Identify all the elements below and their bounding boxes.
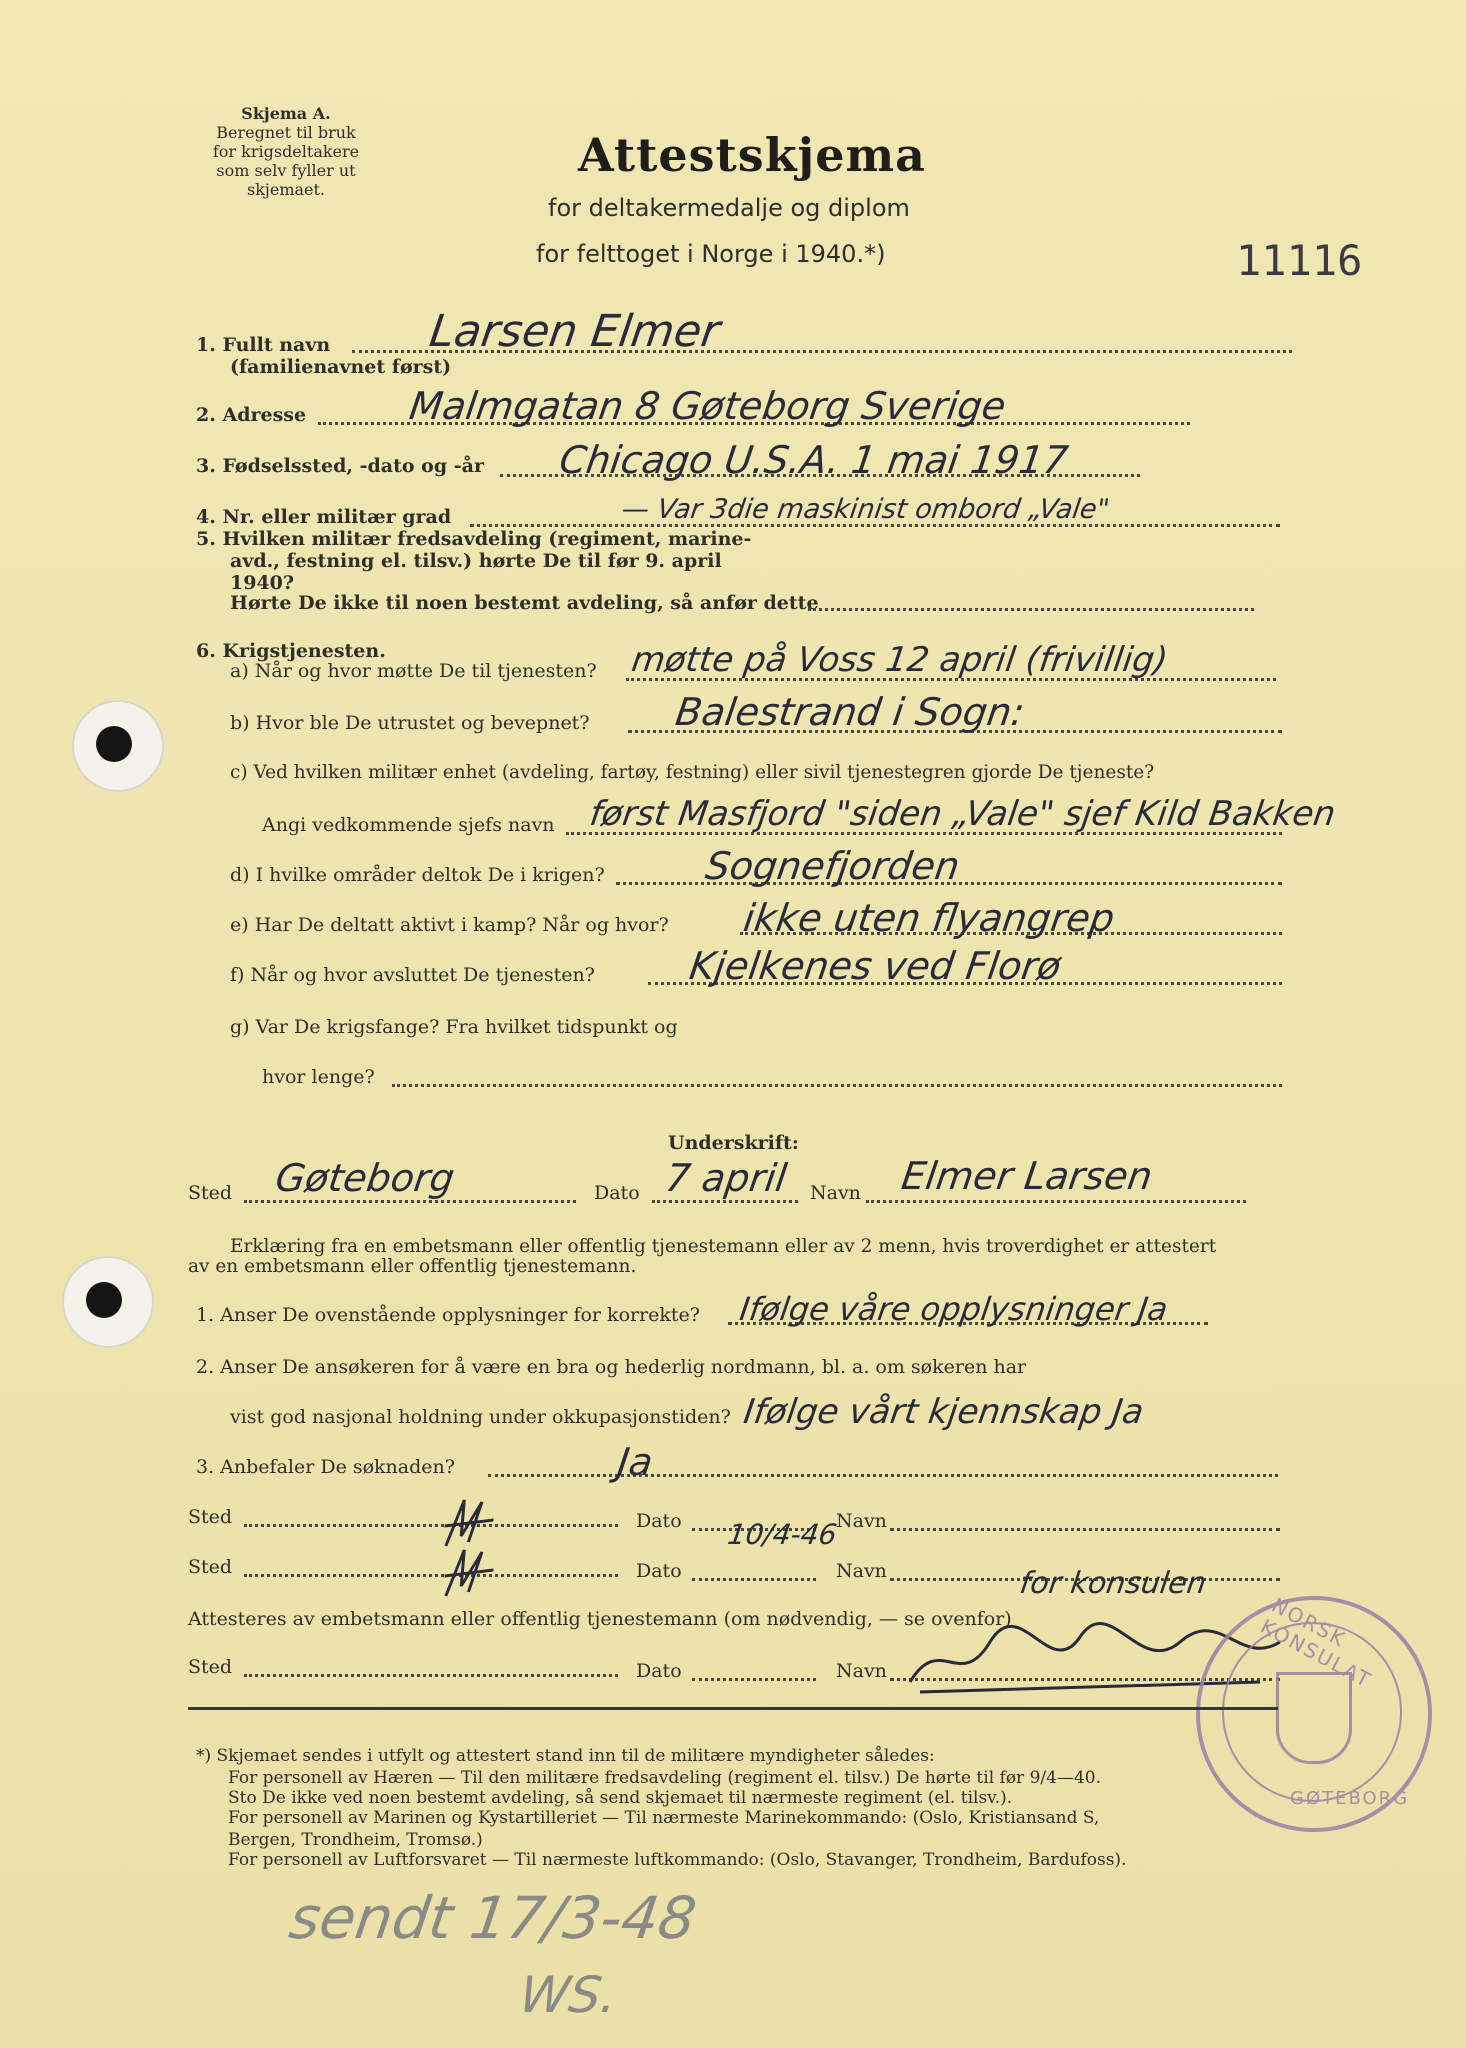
punch-hole-top	[72, 700, 164, 792]
dato-value: 7 april	[662, 1156, 790, 1200]
attest-sign-prefix: for konsulen	[1017, 1566, 1209, 1601]
sted-value: Gøteborg	[272, 1156, 458, 1200]
q5-line-3: 1940?	[230, 572, 295, 594]
decl-initials-2	[435, 1546, 505, 1615]
d2-label-2: vist god nasjonal holdning under okkupasjonstiden?	[230, 1406, 731, 1428]
q6-label: 6. Krigstjenesten.	[196, 640, 386, 662]
q6c-label-2: Angi vedkommende sjefs navn	[262, 814, 555, 836]
file-number: 11116	[1236, 236, 1363, 285]
q6a-label: a) Når og hvor møtte De til tjenesten?	[230, 660, 597, 682]
decl-dato-label-2: Dato	[636, 1560, 682, 1582]
q6e-label: e) Har De deltatt aktivt i kamp? Når og hvor?	[230, 914, 669, 936]
q6c-label: c) Ved hvilken militær enhet (avdeling, fartøy, festning) eller sivil tjenestegren gjorde De tjeneste?	[230, 762, 1155, 783]
pencil-note: sendt 17/3-48	[285, 1884, 701, 1952]
footnote-line-4: For personell av Marinen og Kystartilleriet — Til nærmeste Marinekommando: (Oslo, Kristiansand S,	[228, 1808, 1100, 1828]
decl-navn-label-1: Navn	[836, 1510, 887, 1532]
q4-value: — Var 3die maskinist ombord „Vale"	[619, 494, 1112, 525]
q2-label: 2. Adresse	[196, 404, 307, 426]
dato-label: Dato	[594, 1182, 640, 1204]
consulate-stamp	[1196, 1592, 1432, 1832]
stamp-text-top: NORSK KONSULAT	[1256, 1592, 1376, 1693]
declaration-intro-1: Erklæring fra en embetsmann eller offentlig tjenestemann eller av 2 menn, hvis troverdighet er attestert	[230, 1236, 1217, 1257]
decl-sted-label-3: Sted	[188, 1656, 233, 1678]
q6f-value: Kjelkenes ved Florø	[686, 944, 1064, 988]
navn-value: Elmer Larsen	[898, 1154, 1156, 1198]
q6c-value: først Masfjord "siden „Vale" sjef Kild Bakken	[587, 794, 1338, 834]
signature-heading: Underskrift:	[668, 1132, 799, 1154]
decl-sted-line-1	[244, 1524, 618, 1527]
q1-sublabel: (familienavnet først)	[230, 356, 452, 378]
decl-dato-line-3	[692, 1678, 816, 1681]
footnote-line-1: *) Skjemaet sendes i utfylt og attestert stand inn til de militære myndigheter således:	[196, 1746, 935, 1766]
decl-navn-line-1	[890, 1528, 1280, 1531]
divider-rule	[188, 1707, 1278, 1710]
d1-label: 1. Anser De ovenstående opplysninger for korrekte?	[196, 1304, 700, 1326]
decl-dato-label-1: Dato	[636, 1510, 682, 1532]
q6g-label-2: hvor lenge?	[262, 1066, 375, 1088]
q5-line-4: Hørte De ikke til noen bestemt avdeling, så anfør dette	[230, 592, 819, 614]
q5-line	[808, 608, 1254, 611]
q3-label: 3. Fødselssted, -dato og -år	[196, 455, 484, 477]
declaration-intro-2: av en embetsmann eller offentlig tjenestemann.	[188, 1256, 637, 1277]
decl-dato-value-2: 10/4-46	[725, 1518, 839, 1551]
q4-label: 4. Nr. eller militær grad	[196, 506, 452, 528]
q5-line-2: avd., festning el. tilsv.) hørte De til før 9. april	[230, 550, 722, 572]
q6b-label: b) Hvor ble De utrustet og bevepnet?	[230, 712, 590, 734]
sted-label: Sted	[188, 1182, 233, 1204]
decl-navn-label-3: Navn	[836, 1660, 887, 1682]
decl-sted-line-2	[244, 1574, 618, 1577]
decl-sted-label-1: Sted	[188, 1506, 233, 1528]
document-subtitle-2: for felttoget i Norge i 1940.*)	[536, 240, 886, 268]
d3-value: Ja	[614, 1440, 656, 1484]
q6f-label: f) Når og hvor avsluttet De tjenesten?	[230, 964, 595, 986]
q5-line-1: 5. Hvilken militær fredsavdeling (regiment, marine-	[196, 528, 752, 550]
d1-value: Ifølge våre opplysninger Ja	[737, 1290, 1171, 1328]
q6b-value: Balestrand i Sogn:	[672, 690, 1028, 734]
decl-sted-label-2: Sted	[188, 1556, 233, 1578]
q6e-value: ikke uten flyangrep	[740, 896, 1118, 940]
q6g-line	[392, 1084, 1282, 1087]
attest-label: Attesteres av embetsmann eller offentlig tjenestemann (om nødvendig, — se ovenfor)	[188, 1608, 1012, 1630]
footnote-line-6: For personell av Luftforsvaret — Til nærmeste luftkommando: (Oslo, Stavanger, Trondheim, Bardufoss).	[228, 1850, 1127, 1870]
decl-sted-line-3	[244, 1674, 618, 1677]
q1-label: 1. Fullt navn	[196, 334, 331, 356]
punch-hole-bottom	[62, 1256, 154, 1348]
q6a-value: møtte på Voss 12 april (frivillig)	[629, 640, 1171, 680]
stamp-text-bottom: GØTEBORG	[1290, 1788, 1410, 1809]
pencil-initials: WS.	[515, 1966, 622, 2024]
q6d-label: d) I hvilke områder deltok De i krigen?	[230, 864, 605, 886]
d3-label: 3. Anbefaler De søknaden?	[196, 1456, 455, 1478]
document-title: Attestskjema	[578, 128, 926, 182]
d3-line	[488, 1474, 1278, 1477]
q3-value: Chicago U.S.A. 1 mai 1917	[556, 438, 1071, 482]
decl-navn-label-2: Navn	[836, 1560, 887, 1582]
footnote-line-2: For personell av Hæren — Til den militære fredsavdeling (regiment el. tilsv.) De hørte til før 9/4—40.	[228, 1768, 1101, 1788]
document-subtitle-1: for deltakermedalje og diplom	[548, 194, 910, 222]
d2-value: Ifølge vårt kjennskap Ja	[741, 1392, 1147, 1432]
sted-line	[244, 1200, 576, 1203]
q6g-label: g) Var De krigsfange? Fra hvilket tidspunkt og	[230, 1016, 678, 1038]
schema-box: Skjema A. Beregnet til bruk for krigsdeltakere som selv fyller ut skjemaet.	[212, 104, 360, 199]
decl-dato-label-3: Dato	[636, 1660, 682, 1682]
footnote-line-5: Bergen, Trondheim, Tromsø.)	[228, 1830, 483, 1850]
q6d-value: Sognefjorden	[702, 844, 963, 888]
q1-value: Larsen Elmer	[426, 306, 724, 357]
d2-label: 2. Anser De ansøkeren for å være en bra og hederlig nordmann, bl. a. om søkeren har	[196, 1356, 1027, 1378]
decl-dato-line-2	[692, 1578, 816, 1581]
lion-shield-icon	[1276, 1672, 1352, 1764]
navn-label: Navn	[810, 1182, 861, 1204]
navn-line	[866, 1200, 1246, 1203]
dato-line	[652, 1200, 798, 1203]
q2-value: Malmgatan 8 Gøteborg Sverige	[406, 384, 1009, 428]
footnote-line-3: Sto De ikke ved noen bestemt avdeling, så send skjemaet til nærmeste regiment (el. tilsv.).	[228, 1788, 1013, 1808]
